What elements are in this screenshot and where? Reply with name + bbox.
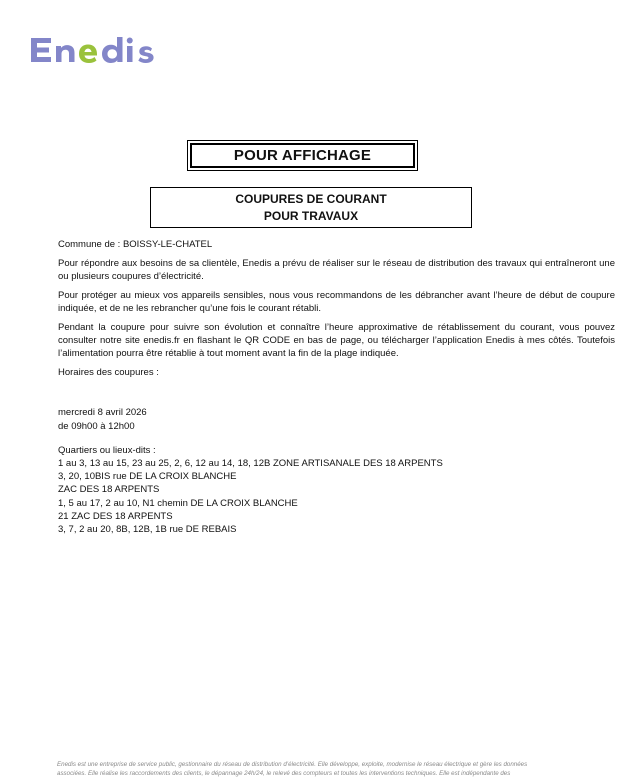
footer-line-1: Enedis est une entreprise de service public, gestionnaire du réseau de distribution d’électricité. Elle développe, exploite, modernise le réseau électrique et gère les données [57,761,528,768]
schedule-time: de 09h00 à 12h00 [58,420,135,432]
notice-body [58,238,615,536]
enedis-logo [28,34,162,66]
area-item: 3, 20, 10BIS rue DE LA CROIX BLANCHE [58,471,237,483]
title-box [187,140,418,171]
area-item: 21 ZAC DES 18 ARPENTS [58,510,173,522]
paragraph-intro: Pour répondre aux besoins de sa clientèle, Enedis a prévu de réaliser sur le réseau de distribution des travaux qui entraîneront une ou plusieurs coupures d’électricité. [58,257,615,282]
subtitle-box [150,187,472,228]
subtitle-line-1: COUPURES DE COURANT [235,191,387,206]
logo-underline [165,60,626,64]
footer-line-2: associées. Elle réalise les raccordements des clients, le dépannage 24h/24, le relevé des compteurs et toutes les interventions techniques. Elle est indépendante des [57,770,511,777]
page-title: POUR AFFICHAGE [190,143,415,168]
schedule-date: mercredi 8 avril 2026 [58,407,147,419]
subtitle-line-2: POUR TRAVAUX [263,208,359,223]
areas-heading: Quartiers ou lieux-dits : [58,444,156,456]
area-item: 1 au 3, 13 au 15, 23 au 25, 2, 6, 12 au 14, 18, 12B ZONE ARTISANALE DES 18 ARPENTS [58,457,443,469]
area-item: 1, 5 au 17, 2 au 10, N1 chemin DE LA CROIX BLANCHE [58,497,298,509]
commune-line: Commune de : BOISSY-LE-CHATEL [58,239,213,250]
paragraph-follow: Pendant la coupure pour suivre son évolution et connaître l’heure approximative de rétablissement du courant, vous pouvez consulter notre site enedis.fr en flashant le QR CODE en bas de page, ou télécharger l’application Enedis à mes côtés. Toutefois l’alimentation pourra être rétablie à tout moment avant la fin de la plage indiquée. [58,321,615,359]
schedule-heading: Horaires des coupures : [58,366,159,378]
area-item: 3, 7, 2 au 20, 8B, 12B, 1B rue DE REBAIS [58,523,237,535]
paragraph-protect: Pour protéger au mieux vos appareils sensibles, nous vous recommandons de les débrancher avant l’heure de début de coupure indiquée, et de ne les rebrancher qu’une fois le courant rétabli. [58,289,615,314]
footer-disclaimer [57,760,577,778]
area-item: ZAC DES 18 ARPENTS [58,484,160,496]
